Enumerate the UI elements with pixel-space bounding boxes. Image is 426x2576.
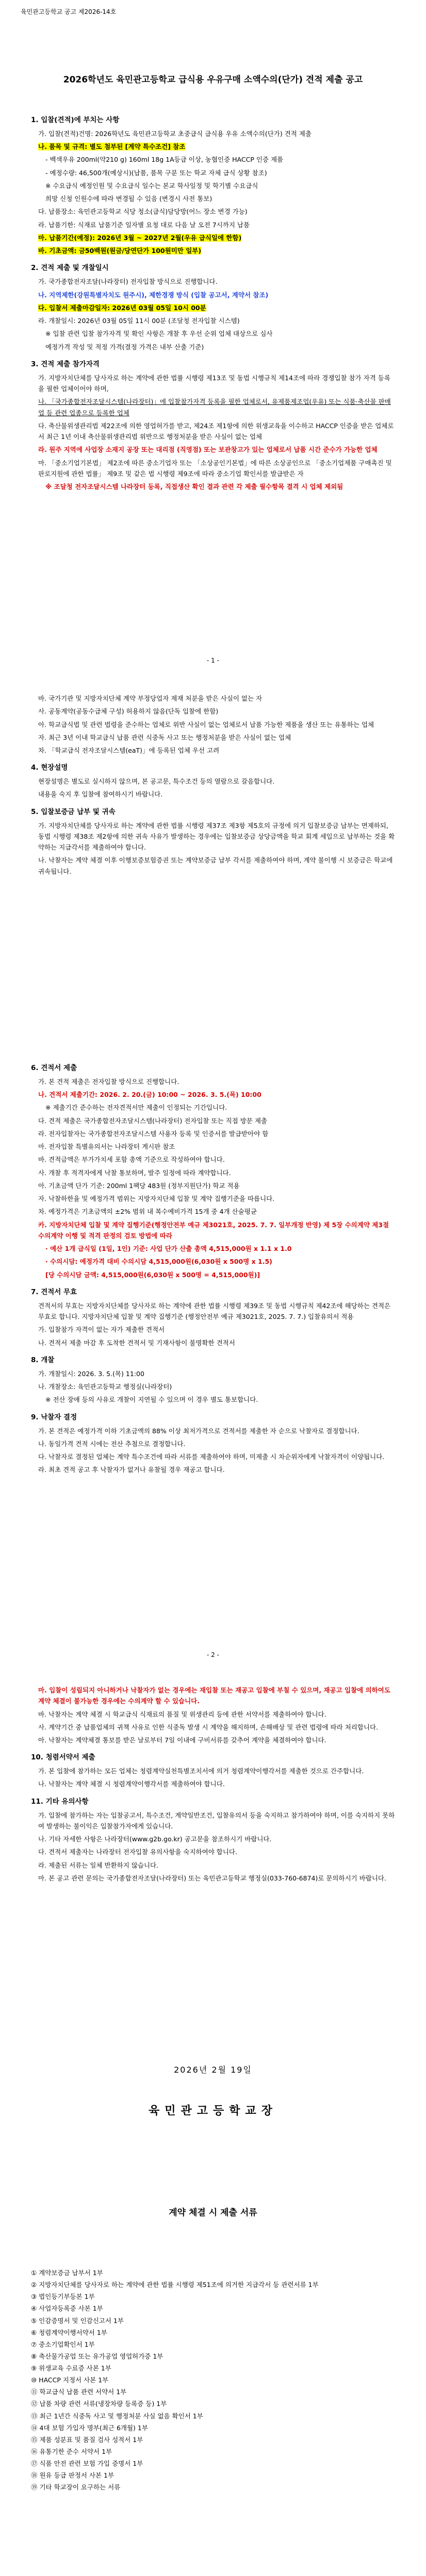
section-heading: 9. 낙찰자 결정: [31, 1413, 77, 1421]
text-line: 현장설명은 별도로 실시하지 않으며, 본 공고문, 특수조건 등의 열람으로 갈음합니다.: [38, 777, 275, 786]
text-line: 카. 지방자치단체 입찰 및 계약 집행기준(행정안전부 예규 제3021호, 2025. 7. 7. 일부개정 반영) 제 5장 수의계약 제3절 수의계약 이행 및 적격 판정의 검토 방법에 따라: [38, 1221, 389, 1240]
text-line: 자. 낙찰하한율 및 예정가격 범위는 지방자치단체 입찰 및 계약 집행기준을 따릅니다.: [38, 1195, 275, 1203]
text-line: 사. 공동계약(공동수급체 구성) 허용하지 않음(단독 입찰에 한함): [38, 707, 219, 716]
text-line: 라. 전자입찰자는 국가종합전자조달시스템 사용자 등록 및 인증서를 발급받아야 함: [38, 1129, 269, 1138]
text-line: 희망 신청 인원수에 따라 변경될 수 있음 (변경시 사전 통보): [45, 195, 212, 203]
text-line: 가. 본 견적 제출은 전자입찰 방식으로 진행합니다.: [38, 1077, 179, 1086]
text-line: 바. 국가기관 및 지방자치단체 계약 부정당업자 제재 처분을 받은 사실이 없는 자: [38, 694, 263, 702]
text-line: 라. 원주 지역에 사업장 소재지 공장 또는 대리점 (직영점) 또는 보관창고가 있는 업체로서 납품 시간 준수가 가능한 업체: [38, 446, 378, 454]
text-line: - 예정수량: 46,500개(예상시)(납품, 품목 구분 또는 학교 자체 급식 상황 참조): [45, 168, 267, 177]
text-line: 나. 낙찰자는 계약 체결 시 청렴계약이행각서를 제출하여야 합니다.: [38, 1780, 225, 1788]
text-line: 가. 지방자치단체를 당사자로 하는 계약에 관한 법률 시행령 제13조 및 동법 시행규칙 제14조에 따라 경쟁입찰 참가 자격 등록을 필한 업체이어야 하며,: [38, 374, 390, 393]
notice-title: 2026학년도 육민관고등학교 급식용 우유구매 소액수의(단가) 견적 제출 공고: [63, 75, 363, 85]
text-line: ※ 제출기간 준수하는 전자견적서만 제출이 인정되는 기간입니다.: [45, 1104, 227, 1112]
text-line: 마. 본 공고 관련 문의는 국가종합전자조달(나라장터) 또는 육민관고등학교 행정실(033-760-6874)로 문의하시기 바랍니다.: [38, 1874, 386, 1882]
page-number: - 1 -: [207, 657, 219, 664]
attachment-item: ⑲ 기타 학교장이 요구하는 서류: [31, 2483, 121, 2492]
text-line: 가. 국가종합전자조달(나라장터) 전자입찰 방식으로 진행합니다.: [38, 278, 218, 286]
document-number: 육민관고등학교 공고 제2026-14호: [21, 8, 117, 15]
section-heading: 6. 견적서 제출: [31, 1064, 77, 1072]
text-line: 다. 입찰서 제출마감일자: 2026년 03월 05일 10시 00분: [38, 303, 206, 312]
text-line: 라. 최초 견적 공고 후 낙찰자가 없거나 유찰될 경우 재공고 합니다.: [38, 1466, 225, 1474]
text-line: 나. 견적서 제출 마감 후 도착한 견적서 및 기재사항이 불명확한 견적서: [38, 1338, 235, 1347]
text-line: 나. 동일가격 견적 시에는 전산 추첨으로 결정합니다.: [38, 1439, 186, 1448]
text-line: ※ 조달청 전자조달시스템 나라장터 등록, 직접생산 확인 결과 관련 각 제출 필수항목 결격 시 업체 제외됨: [45, 483, 343, 491]
attachment-item: ⑩ HACCP 지정서 사본 1부: [31, 2376, 109, 2384]
text-line: 자. 최근 3년 이내 학교급식 납품 관련 식중독 사고 또는 행정처분을 받은 사실이 없는 업체: [38, 733, 291, 741]
text-line: 마. 「중소기업기본법」 제2조에 따른 중소기업자 또는 「소상공인기본법」에 따른 소상공인으로 「중소기업제품 구매촉진 및 판로지원에 관한 법률」 제9조 및 같은 법 시행령 제9조에 따라 중소기업 확인서를 발급받은 자: [38, 459, 392, 478]
text-line: 다. 축산물위생관리법 제22조에 의한 영업허가를 받고, 제24조 제1항에 의한 위생교육을 이수하고 HACCP 인증을 받은 업체로서 최근 1년 이내 축산물위생관리법 위반으로 행정처분을 받은 사실이 없는 업체: [38, 421, 394, 441]
section-heading: 10. 청렴서약서 제출: [31, 1753, 95, 1762]
text-line: 가. 본 견적은 예정가격 이하 기초금액의 88% 이상 최저가격으로 견적서를 제출한 자 순으로 낙찰자로 결정합니다.: [38, 1427, 359, 1435]
text-line: 견적서의 무효는 지방자치단체를 당사자로 하는 계약에 관한 법률 시행령 제39조 및 동법 시행규칙 제42조에 해당하는 견적은 무효로 합니다. 지방자치단체 입찰 및 계약 집행기준 (행정안전부 예규 제3021호, 2025. 7. 7.) 입찰유의서 적용: [38, 1301, 391, 1321]
text-line: 라. 납품기한: 식재료 납품기준 일자별 요청 대로 다음 날 오전 7시까지 납품: [38, 221, 250, 229]
attachment-item: ① 계약보증금 납부서 1부: [31, 2269, 103, 2277]
text-line: 가. 지방자치단체를 당사자로 하는 계약에 관한 법률 시행령 제37조 제3항 제5호의 규정에 의거 입찰보증금 납부는 면제하되, 동법 시행령 제38조 제2항에 의한 귀속 사유가 발생하는 경우에는 입찰보증금 상당금액을 학교 회계 세입으로 납부하는 것을 확약하는 지급각서를 제출하여야 합니다.: [38, 821, 395, 852]
text-line: 마. 입찰이 성립되지 아니하거나 낙찰자가 없는 경우에는 재입찰 또는 재공고 입찰에 부칠 수 있으며, 재공고 입찰에 의하여도 계약 체결이 불가능한 경우에는 수의계약 할 수 있습니다.: [38, 1686, 390, 1705]
text-line: 차. 「학교급식 전자조달시스템(eaT)」에 등록된 업체 우선 고려: [38, 747, 220, 754]
text-line: 라. 제출된 서류는 일체 반환하지 않습니다.: [38, 1861, 159, 1869]
text-line: 내용을 숙지 후 입찰에 참여하시기 바랍니다.: [38, 790, 163, 799]
text-line: 바. 견적금액은 부가가치세 포함 총액 기준으로 작성하여야 합니다.: [38, 1156, 225, 1164]
attachment-item: ⑭ 4대 보험 가입자 명부(최근 6개월) 1부: [31, 2424, 148, 2432]
attachment-item: ③ 법인등기부등본 1부: [31, 2293, 95, 2301]
attachment-item: ② 지방자치단체를 당사자로 하는 계약에 관한 법률 시행령 제51조에 의거한 지급각서 등 관련서류 1부: [31, 2281, 319, 2289]
page-1-body: [31, 108, 395, 494]
text-line: 가. 입찰참가 자격이 없는 자가 제출한 견적서: [38, 1326, 165, 1334]
text-line: 다. 납품장소: 육민관고등학교 식당 청소(급식)담당방(어느 장소 변경 가능): [38, 208, 248, 216]
page-number: - 2 -: [207, 1651, 219, 1658]
text-line: ※ 수요급식 예정인원 및 수요급식 일수는 본교 학사일정 및 학기별 수요급식: [45, 181, 258, 190]
text-line: 바. 낙찰자는 계약 체결 시 학교급식 식재료의 품질 및 위생관리 등에 관한 서약서를 제출하여야 합니다.: [38, 1710, 326, 1718]
text-line: 가. 입찰에 참가하는 자는 입찰공고서, 특수조건, 계약일반조건, 입찰유의서 등을 숙지하고 참가하여야 하며, 이를 숙지하지 못하여 발생하는 불이익은 입찰참가자에게 있습니다.: [38, 1811, 395, 1830]
text-line: 나. 「국가종합전자조달시스템(나라장터)」에 입찰참가자격 등록을 필한 업체로서, 유제품제조업(우유) 또는 식품·축산물 판매업 등 관련 업종으로 등록한 업체: [38, 398, 391, 417]
section-heading: 1. 입찰(견적)에 부치는 사항: [31, 116, 120, 124]
section-heading: 5. 입찰보증금 납부 및 귀속: [31, 807, 116, 816]
text-line: ※ 입찰 관련 입찰 참가자격 및 확인 사항은 개찰 후 우선 순위 업체 대상으로 심사: [45, 330, 273, 338]
issuer-signature: 육민관고등학교장: [148, 2105, 278, 2117]
text-line: 아. 학교급식법 및 관련 법령을 준수하는 업체로 위반 사실이 없는 업체로서 납품 가능한 제품을 생산 또는 유통하는 업체: [38, 720, 374, 728]
text-line: 가. 본 입찰에 참가하는 모든 업체는 청렴계약실천특별조치서에 의거 청렴계약이행각서를 제출한 것으로 간주합니다.: [38, 1767, 364, 1775]
text-line: 나. 품목 및 규격: 별도 첨부된 [계약 특수조건] 참조: [38, 143, 186, 151]
attachment-item: ⑨ 위생교육 수료증 사본 1부: [31, 2364, 111, 2372]
text-line: 나. 지역제한(강원특별자치도 원주시), 제한경쟁 방식 (입찰 공고서, 계약서 참조): [38, 291, 269, 299]
text-line: 아. 낙찰자는 계약체결 통보를 받은 날로부터 7일 이내에 구비서류를 갖추어 계약을 체결하여야 합니다.: [38, 1736, 326, 1744]
text-line: 다. 견적서 제출자는 나라장터 전자입찰 유의사항을 숙지하여야 합니다.: [38, 1848, 237, 1856]
attachment-item: ⑱ 원유 등급 판정서 사본 1부: [31, 2471, 114, 2480]
attachment-list: [31, 2267, 395, 2493]
text-line: 가. 입찰(견적)건명: 2026학년도 육민관고등학교 초중급식 급식용 우유 소액수의(단가) 견적 제출: [38, 129, 312, 138]
section-heading: 11. 기타 유의사항: [31, 1797, 89, 1806]
section-heading: 3. 견적 제출 참가자격: [31, 360, 100, 368]
section-heading: 7. 견적서 무효: [31, 1287, 77, 1296]
section-heading: 2. 견적 제출 및 개찰일시: [31, 264, 109, 273]
text-line: 바. 기초금액: 금50백원(원금/당연단가 100원미만 일부): [38, 247, 202, 255]
attachment-item: ⑦ 중소기업확인서 1부: [31, 2340, 95, 2348]
text-line: [당 수의시담 금액: 4,515,000원(6,030원 x 500명 = 4,515,000원)]: [45, 1270, 260, 1279]
text-line: 다. 낙찰자로 결정된 업체는 계약 특수조건에 따라 서류를 제출하여야 하며, 미제출 시 차순위자에게 낙찰자격이 이양됩니다.: [38, 1453, 385, 1461]
text-line: ※ 전산 장애 등의 사유로 개찰이 지연될 수 있으며 이 경우 별도 통보합니다.: [45, 1396, 258, 1404]
attachment-item: ⑤ 인감증명서 및 인감신고서 1부: [31, 2316, 124, 2325]
text-line: 라. 개찰일시: 2026년 03월 05일 11시 00분 (조달청 전자입찰 시스템): [38, 317, 240, 325]
text-line: 나. 개찰장소: 육민관고등학교 행정실(나라장터): [38, 1383, 172, 1391]
attachment-item: ⑥ 청렴계약이행서약서 1부: [31, 2328, 107, 2336]
page-2-body-b: [31, 1056, 395, 1478]
page-2-body: [31, 693, 395, 879]
attachment-item: ⑰ 식품 안전 관련 보험 가입 증명서 1부: [31, 2460, 143, 2467]
text-line: 사. 개찰 후 적격자에게 낙찰 통보하며, 발주 일정에 따라 계약합니다.: [38, 1168, 231, 1177]
page-3-body: [31, 1685, 395, 1886]
text-line: · 예산 1개 급식일 (1일, 1인) 기준: 사업 단가 산출 총액 4,515,000원 x 1.1 x 1.0: [45, 1245, 292, 1253]
notice-date: 2026년 2월 19일: [174, 2065, 252, 2075]
section-heading: 4. 현장설명: [31, 764, 68, 772]
attachment-title: 계약 체결 시 제출 서류: [169, 2208, 257, 2218]
section-heading: 8. 개찰: [31, 1355, 55, 1364]
attachment-item: ④ 사업자등록증 사본 1부: [31, 2304, 103, 2313]
text-line: 나. 낙찰자는 계약 체결 이후 이행보증보험증권 또는 계약보증금 납부 각서를 제출하여야 하며, 계약 불이행 시 보증금은 학교에 귀속됩니다.: [38, 856, 393, 875]
attachment-item: ⑪ 학교급식 납품 관련 서약서 1부: [31, 2388, 127, 2396]
attachment-item: ⑫ 납품 차량 관련 서류(냉장차량 등록증 등) 1부: [31, 2400, 167, 2408]
attachment-item: ⑯ 유통기한 준수 서약서 1부: [31, 2447, 112, 2455]
text-line: 아. 기초금액 단가 기준: 200ml 1팩당 483원 (정부지원단가) 학교 적용: [38, 1181, 240, 1190]
text-line: 나. 견적서 제출기간: 2026. 2. 20.(금) 10:00 ~ 2026. 3. 5.(목) 10:00: [38, 1091, 261, 1099]
text-line: · 수의시담: 예정가격 대비 수의시담 4,515,000원(6,030원 x 500명 x 1.5): [45, 1258, 272, 1266]
attachment-item: ⑮ 제품 성분표 및 품질 검사 성적서 1부: [31, 2435, 143, 2444]
attachment-item: ⑧ 축산물가공업 또는 유가공업 영업허가증 1부: [31, 2352, 163, 2360]
text-line: 가. 개찰일시: 2026. 3. 5.(목) 11:00: [38, 1369, 144, 1378]
text-line: - 백색우유 200ml(약210 g) 160ml 18g 1A등급 이상, 농협인증 HACCP 인증 제품: [45, 156, 284, 164]
attachment-item: ⑬ 최근 1년간 식중독 사고 및 행정처분 사실 없음 확인서 1부: [31, 2412, 203, 2420]
text-line: 마. 납품기간(예정): 2026년 3월 ~ 2027년 2월(우유 급식일에 한함): [38, 233, 242, 242]
text-line: 마. 전자입찰 특별유의서는 나라장터 게시판 참조: [38, 1143, 175, 1151]
text-line: 나. 기타 자세한 사항은 나라장터(www.g2b.go.kr) 공고문을 참조하시기 바랍니다.: [38, 1835, 272, 1843]
text-line: 차. 예정가격은 기초금액의 ±2% 범위 내 복수예비가격 15개 중 4개 산술평균: [38, 1208, 257, 1216]
text-line: 예정가격 작성 및 적정 가격(결정 가격은 내부 산출 기준): [45, 343, 204, 351]
text-line: 사. 계약기간 중 납품업체의 귀책 사유로 인한 식중독 발생 시 계약을 해지하며, 손해배상 및 관련 법령에 따라 처리합니다.: [38, 1723, 379, 1731]
text-line: 다. 견적 제출은 국가종합전자조달시스템(나라장터) 전자입찰 또는 직접 방문 제출: [38, 1116, 267, 1125]
